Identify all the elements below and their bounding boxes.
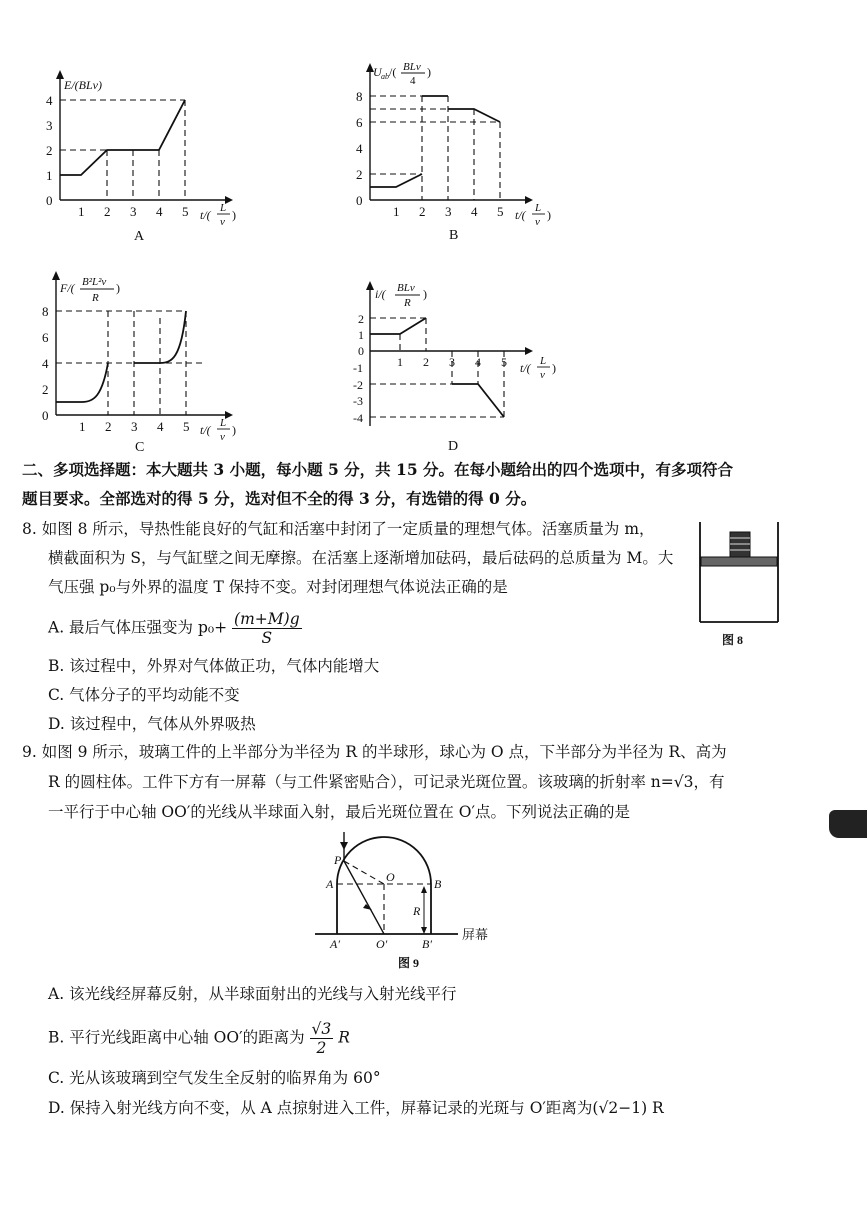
q8-option-a-den: S: [261, 629, 273, 647]
xtick-3: 3: [449, 355, 455, 369]
y-axis-close: ): [423, 287, 427, 301]
ytick-1: 1: [46, 168, 53, 183]
label-screen: 屏幕: [462, 927, 489, 942]
ytick-4: 4: [46, 93, 53, 108]
caption-a: A: [134, 229, 145, 244]
section2-heading-line1: 二、多项选择题：本大题共 3 小题，每小题 5 分，共 15 分。在每小题给出的四个选项中，有多项符合: [22, 460, 734, 479]
q8-option-d: D. 该过程中，气体从外界吸热: [48, 715, 256, 733]
ytick-0: 0: [358, 344, 364, 358]
xtick-5: 5: [183, 419, 190, 434]
x-axis-num: L: [220, 417, 227, 429]
x-axis-close: ): [552, 361, 556, 375]
q8-option-c: C. 气体分子的平均动能不变: [48, 686, 240, 704]
ytick-0: 0: [46, 193, 53, 208]
ytick-neg1: -1: [353, 361, 363, 375]
xtick-3: 3: [130, 204, 137, 219]
figure-9-glass: [300, 828, 520, 974]
q9-stem-line2: R 的圆柱体。工件下方有一屏幕（与工件紧密贴合），可记录光斑位置。该玻璃的折射率 n=√3，有: [48, 773, 725, 791]
y-axis-label: i/(: [375, 287, 386, 301]
xtick-4: 4: [475, 355, 481, 369]
xtick-5: 5: [501, 355, 507, 369]
x-axis-label: t/(: [200, 208, 211, 222]
figure-8-cylinder: [690, 512, 790, 652]
x-axis-close: ): [232, 423, 236, 437]
graph-d: [345, 278, 575, 458]
q9-option-a: A. 该光线经屏幕反射，从半球面射出的光线与入射光线平行: [48, 985, 457, 1003]
xtick-5: 5: [497, 204, 504, 219]
y-axis-num: BLv: [403, 61, 421, 73]
xtick-1: 1: [78, 204, 85, 219]
q9-option-b-num: √3: [311, 1020, 332, 1038]
graph-b: [345, 58, 575, 248]
caption-d: D: [448, 439, 459, 454]
y-axis-den: 4: [410, 75, 416, 87]
x-axis-den: v: [535, 216, 540, 228]
x-axis-label: t/(: [200, 423, 211, 437]
xtick-5: 5: [182, 204, 189, 219]
x-axis-den: v: [540, 369, 545, 381]
label-b-prime: B′: [422, 937, 432, 951]
x-axis-label: t/(: [520, 361, 531, 375]
ytick-6: 6: [42, 330, 49, 345]
q9-stem-line3: 一平行于中心轴 OO′的光线从半球面入射，最后光斑位置在 O′点。下列说法正确的是: [48, 803, 631, 821]
x-axis-den: v: [220, 216, 225, 228]
xtick-4: 4: [157, 419, 164, 434]
caption-b: B: [449, 228, 459, 243]
graph-a: [30, 65, 260, 255]
q8-option-a: [48, 610, 302, 647]
q8-option-b: B. 该过程中，外界对气体做正功，气体内能增大: [48, 657, 380, 675]
xtick-2: 2: [419, 204, 426, 219]
label-p: P: [334, 853, 342, 867]
ytick-0: 0: [356, 193, 363, 208]
x-axis-label: t/(: [515, 208, 526, 222]
label-a: A: [326, 877, 334, 891]
label-o: O: [386, 870, 395, 884]
q9-option-b-den: 2: [316, 1039, 327, 1057]
y-axis-den: R: [404, 297, 411, 309]
figure-8-caption: 图 8: [722, 633, 744, 647]
q8-stem-line3: 气压强 p₀与外界的温度 T 保持不变。对封闭理想气体说法正确的是: [48, 578, 508, 596]
caption-c: C: [135, 440, 145, 455]
q9-option-b-fraction: [310, 1020, 334, 1057]
q8-stem-line1: 8. 如图 8 所示，导热性能良好的气缸和活塞中封闭了一定质量的理想气体。活塞质量为 m，: [22, 520, 655, 538]
xtick-4: 4: [471, 204, 478, 219]
xtick-1: 1: [79, 419, 86, 434]
q9-option-d: D. 保持入射光线方向不变，从 A 点掠射进入工件，屏幕记录的光斑与 O′距离为(√2−1) R: [48, 1099, 664, 1117]
xtick-1: 1: [393, 204, 400, 219]
xtick-2: 2: [105, 419, 112, 434]
ytick-8: 8: [42, 304, 49, 319]
label-b: B: [434, 877, 442, 891]
q8-option-a-prefix: A. 最后气体压强变为 p₀+: [48, 618, 228, 637]
ytick-2: 2: [358, 312, 364, 326]
figure-9-caption: 图 9: [398, 956, 420, 970]
label-r: R: [413, 904, 421, 918]
q9-option-c: C. 光从该玻璃到空气发生全反射的临界角为 60°: [48, 1069, 381, 1087]
label-a-prime: A′: [330, 937, 340, 951]
ytick-2: 2: [356, 167, 363, 182]
graph-c: [30, 268, 270, 458]
x-axis-close: ): [232, 208, 236, 222]
q9-option-b: [48, 1020, 350, 1057]
y-axis-sub: ab: [381, 72, 389, 81]
q8-option-a-num: (m+M)g: [234, 610, 300, 628]
y-axis-mid: /(: [389, 65, 397, 79]
label-o-prime: O′: [376, 937, 388, 951]
ytick-3: 3: [46, 118, 53, 133]
q9-option-b-suffix: R: [338, 1028, 350, 1047]
page-edge-tab: [829, 810, 867, 838]
xtick-1: 1: [397, 355, 403, 369]
ytick-neg4: -4: [353, 411, 363, 425]
q8-stem-line2: 横截面积为 S，与气缸壁之间无摩擦。在活塞上逐渐增加砝码，最后砝码的总质量为 M。大: [48, 549, 674, 567]
xtick-2: 2: [423, 355, 429, 369]
ytick-6: 6: [356, 115, 363, 130]
y-axis-den: R: [92, 292, 99, 304]
x-axis-close: ): [547, 208, 551, 222]
section2-heading-line2: 题目要求。全部选对的得 5 分，选对但不全的得 3 分，有选错的得 0 分。: [22, 489, 537, 508]
xtick-4: 4: [156, 204, 163, 219]
q8-option-a-fraction: [232, 610, 302, 647]
xtick-3: 3: [445, 204, 452, 219]
x-axis-den: v: [220, 431, 225, 443]
ytick-0: 0: [42, 408, 49, 423]
q9-stem-line1: 9. 如图 9 所示，玻璃工件的上半部分为半径为 R 的半球形，球心为 O 点，下半部分为半径为 R、高为: [22, 743, 727, 761]
y-axis-num: BLv: [397, 282, 415, 294]
ytick-4: 4: [42, 356, 49, 371]
ytick-1: 1: [358, 328, 364, 342]
y-axis-label: U: [373, 65, 382, 79]
ytick-neg2: -2: [353, 378, 363, 392]
x-axis-num: L: [535, 202, 542, 214]
ytick-2: 2: [46, 143, 53, 158]
q9-option-b-prefix: B. 平行光线距离中心轴 OO′的距离为: [48, 1028, 305, 1047]
y-axis-num: B²L²v: [82, 276, 107, 288]
ytick-2: 2: [42, 382, 49, 397]
y-axis-label: E/(BLv): [64, 78, 102, 92]
xtick-3: 3: [131, 419, 138, 434]
ytick-8: 8: [356, 89, 363, 104]
ytick-4: 4: [356, 141, 363, 156]
x-axis-num: L: [220, 202, 227, 214]
y-axis-label: F/(: [60, 281, 75, 295]
ytick-neg3: -3: [353, 394, 363, 408]
x-axis-num: L: [540, 355, 547, 367]
xtick-2: 2: [104, 204, 111, 219]
y-axis-close: ): [427, 65, 431, 79]
y-axis-close: ): [116, 281, 120, 295]
